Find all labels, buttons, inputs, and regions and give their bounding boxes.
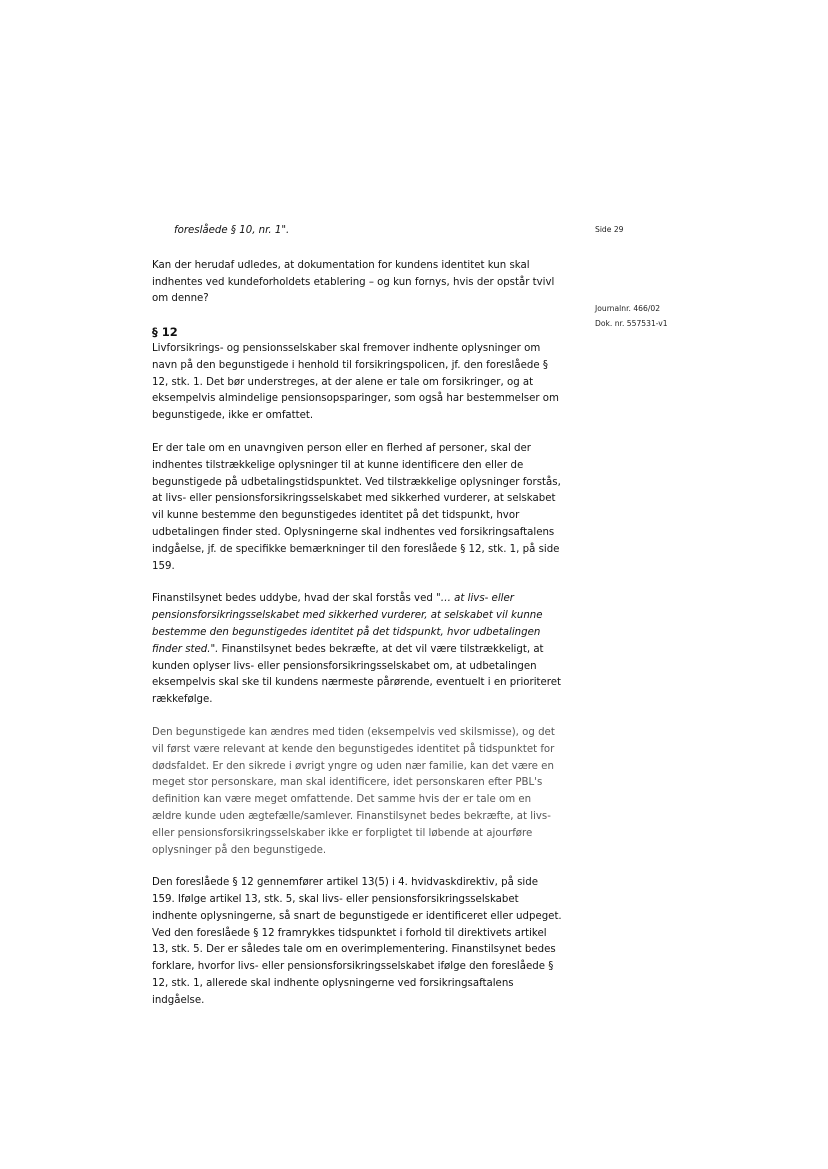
- paragraph-3: [152, 591, 562, 709]
- section-heading: § 12: [152, 325, 178, 340]
- page-number: Side 29: [595, 225, 624, 234]
- paragraph-5: Den foreslåede § 12 gennemfører artikel 13(5) i 4. hvidvaskdirektiv, på side 159. Ifølge artikel 13, stk. 5, skal livs- eller pensionsforsikringsselskabet indhente oplysningerne, så snart de begunstigede er identificeret eller udpeget. Ved den foreslåede § 12 framrykkes tidspunktet i forhold til direktivets artikel 13, stk. 5. Der er således tale om en overimplementering. Finanstilsynet bedes forklare, hvorfor livs- eller pensionsforsikringsselskabet ifølge den foreslåede § 12, stk. 1, allerede skal indhente oplysningerne ved forsikringsaftalens indgåelse.: [152, 877, 562, 1006]
- paragraph-3-end: Finanstilsynet bedes bekræfte, at det vil være tilstrækkeligt, at kunden oplyser livs- eller pensionsforsikringsselskabet om, at udbetalingen eksempelvis skal ske til kundens nærmeste pårørende, eventuelt i en prioriteret rækkefølge.: [152, 643, 562, 706]
- main-text: [152, 223, 562, 1026]
- question-paragraph: Kan der herudaf udledes, at dokumentation for kundens identitet kun skal indhentes ved kundeforholdets etablering – og kun fornys, hvis der opstår tvivl om denne?: [152, 259, 555, 305]
- top-line: foreslåede § 10, nr. 1".: [174, 225, 290, 236]
- paragraph-3-quote: "… at livs- eller pensionsforsikringsselskabet med sikkerhed vurderer, at selskabet vil kunne bestemme den begunstigedes identitet på det tidspunkt, hvor udbetalingen finder sted.".: [152, 593, 543, 655]
- paragraph-1: Livforsikrings- og pensionsselskaber skal fremover indhente oplysninger om navn på den begunstigede i henhold til forsikringspolicen, jf. den foreslåede § 12, stk. 1. Det bør understreges, at der alene er tale om forsikringer, og at eksempelvis almindelige pensionsopsparinger, som også har bestemmelser om begunstigede, ikke er omfattet.: [152, 342, 559, 422]
- paragraph-2: Er der tale om en unavngiven person eller en flerhed af personer, skal der indhentes tilstrækkelige oplysninger til at kunne identificere den eller de begunstigede på udbetalingstidspunktet. Ved tilstrækkelige oplysninger forstås, at livs- eller pensionsforsikringsselskabet med sikkerhed vurderer, at selskabet vil kunne bestemme den begunstigedes identitet på det tidspunkt, hvor udbetalingen finder sted. Oplysningerne skal indhentes ved forsikringsaftalens indgåelse, jf. de specifikke bemærkninger til den foreslåede § 12, stk. 1, på side 159.: [152, 442, 561, 572]
- paragraph-3-start: Finanstilsynet bedes uddybe, hvad der skal forstås ved: [152, 593, 437, 605]
- journal-number: Journalnr. 466/02: [595, 304, 661, 313]
- paragraph-4: Den begunstigede kan ændres med tiden (eksempelvis ved skilsmisse), og det vil først være relevant at kende den begunstigedes identitet på tidspunktet for dødsfaldet. Er den sikrede i øvrigt yngre og uden nær familie, kan det være en meget stor personskare, man skal identificere, idet personskaren efter PBL's definition kan være meget omfattende. Det samme hvis der er tale om en ældre kunde uden ægtefælle/samlever. Finanstilsynet bedes bekræfte, at livs- eller pensionsforsikringsselskaber ikke er forpligtet til løbende at ajourføre oplysninger på den begunstigede.: [152, 726, 555, 856]
- document-number: Dok. nr. 557531-v1: [595, 319, 668, 328]
